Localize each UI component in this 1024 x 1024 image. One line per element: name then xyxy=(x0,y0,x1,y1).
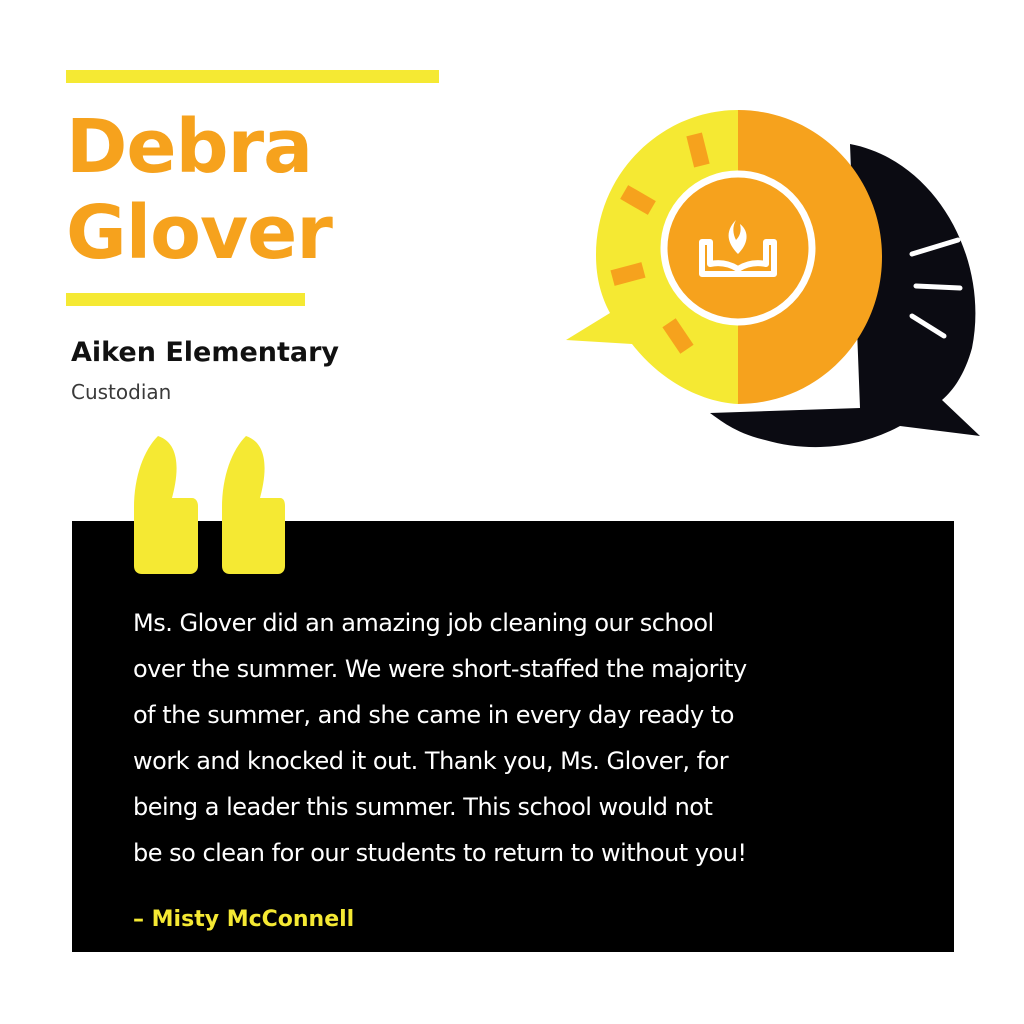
quote-attribution: – Misty McConnell xyxy=(133,907,355,932)
top-accent-rule xyxy=(66,70,439,83)
person-name xyxy=(66,104,332,276)
speech-bubbles-book-flame-icon xyxy=(560,108,986,456)
quote-line: being a leader this summer. This school would not xyxy=(133,793,713,821)
job-title: Custodian xyxy=(71,380,172,404)
quote-glyph-right xyxy=(222,436,285,574)
bottom-accent-rule xyxy=(66,293,305,306)
opening-quote-icon xyxy=(130,436,285,576)
quote-line: work and knocked it out. Thank you, Ms. Glover, for xyxy=(133,747,729,775)
quote-glyph-left xyxy=(134,436,198,574)
quote-text xyxy=(133,600,903,876)
quote-line: be so clean for our students to return to without you! xyxy=(133,839,747,867)
first-name: Debra xyxy=(66,104,313,190)
black-bubble-white-stroke xyxy=(916,286,960,288)
quote-line: of the summer, and she came in every day ready to xyxy=(133,701,734,729)
quote-line: over the summer. We were short-staffed the majority xyxy=(133,655,747,683)
last-name: Glover xyxy=(66,190,332,276)
school-name: Aiken Elementary xyxy=(71,337,340,368)
quote-line: Ms. Glover did an amazing job cleaning our school xyxy=(133,609,714,637)
